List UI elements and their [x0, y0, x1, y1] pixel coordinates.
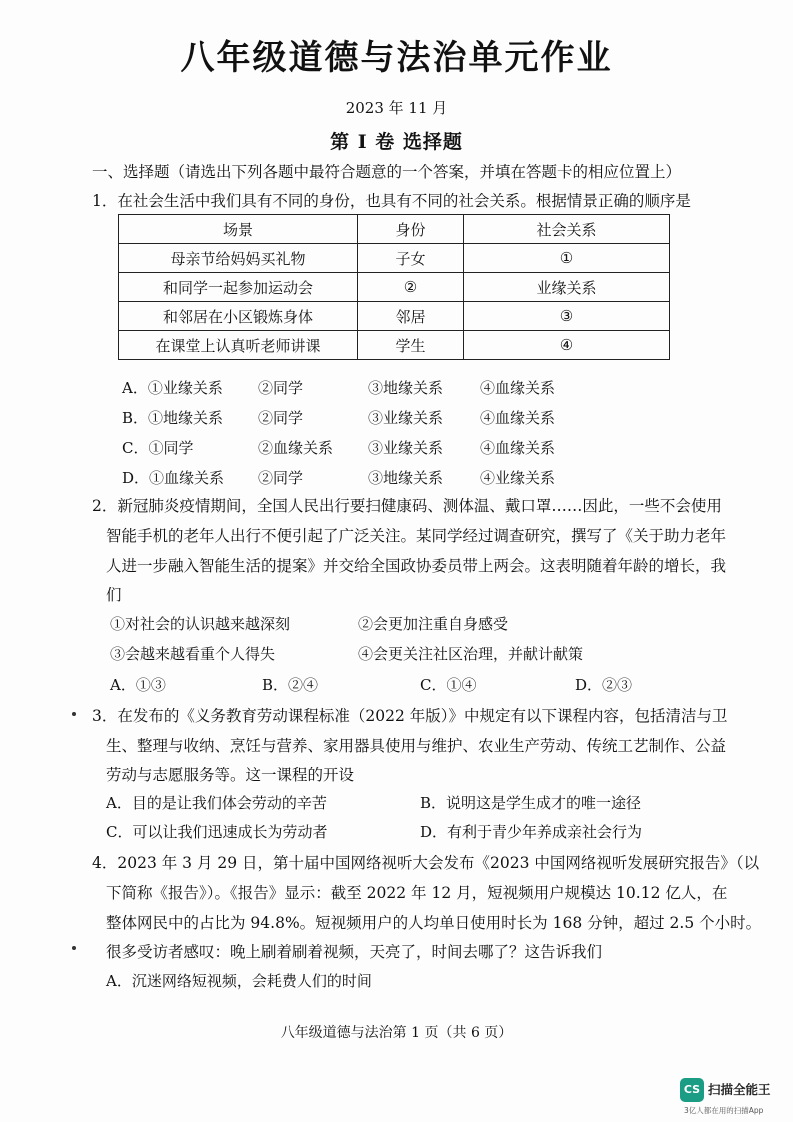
q1-option-c-part: ③业缘关系: [368, 439, 444, 457]
q4-stem-line: 很多受访者感叹：晚上刷着刷着视频，天亮了，时间去哪了？这告诉我们: [106, 943, 603, 961]
volume-heading: 第 I 卷 选择题: [330, 131, 463, 153]
table-cell: 业缘关系: [464, 273, 670, 302]
q1-option-a-part: ④血缘关系: [480, 379, 556, 397]
table-cell: 邻居: [358, 302, 464, 331]
q1-option-b-part: ③业缘关系: [368, 409, 444, 427]
q2-item: ③会越来越看重个人得失: [110, 645, 276, 663]
table-row: [119, 331, 670, 360]
q2-option-d[interactable]: D．②③: [575, 676, 633, 694]
page-footer: 八年级道德与法治第 1 页（共 6 页）: [280, 1025, 513, 1041]
table-cell: ③: [464, 302, 670, 331]
table-cell: 学生: [358, 331, 464, 360]
q2-option-a[interactable]: A．①③: [110, 676, 166, 694]
q3-stem-line: 生、整理与收纳、烹饪与营养、家用器具使用与维护、农业生产劳动、传统工艺制作、公益: [106, 737, 727, 755]
table-cell: ②: [358, 273, 464, 302]
watermark-subtitle: 3亿人都在用的扫描App: [684, 1106, 764, 1115]
q2-item: ①对社会的认识越来越深刻: [110, 615, 291, 633]
table-cell: ④: [464, 331, 670, 360]
table-cell: 和邻居在小区锻炼身体: [119, 302, 358, 331]
q3-stem-line: 3．在发布的《义务教育劳动课程标准（2022 年版）》中规定有以下课程内容，包括清洁与卫: [92, 707, 728, 725]
exam-date: 2023 年 11 月: [345, 99, 448, 117]
table-row: [119, 244, 670, 273]
table-cell: 子女: [358, 244, 464, 273]
q4-stem-line: 4．2023 年 3 月 29 日，第十届中国网络视听大会发布《2023 中国网络视听发展研究报告》（以: [92, 854, 760, 872]
q1-option-a-part: ②同学: [258, 379, 304, 397]
q2-stem-line: 2．新冠肺炎疫情期间，全国人民出行要扫健康码、测体温、戴口罩……因此，一些不会使用: [92, 497, 722, 515]
q1-option-c-part: ④血缘关系: [480, 439, 556, 457]
q1-option-b-part: ②同学: [258, 409, 304, 427]
table-cell: ①: [464, 244, 670, 273]
q2-option-b[interactable]: B．②④: [262, 676, 319, 694]
table-header: 身份: [358, 215, 464, 244]
q1-option-c-part: ②血缘关系: [258, 439, 334, 457]
q3-stem-line: 劳动与志愿服务等。这一课程的开设: [106, 766, 355, 784]
q3-option-c[interactable]: C．可以让我们迅速成长为劳动者: [106, 823, 328, 841]
q1-table: [118, 214, 670, 360]
q1-option-a-part: ③地缘关系: [368, 379, 444, 397]
cs-logo-icon: CS: [680, 1078, 704, 1102]
q2-stem-line: 们: [106, 586, 122, 604]
scanner-watermark: [680, 1076, 790, 1116]
q4-stem-line: 下简称《报告》）。《报告》显示：截至 2022 年 12 月，短视频用户规模达 10.12 亿人，在: [106, 884, 728, 902]
q2-stem-line: 智能手机的老年人出行不便引起了广泛关注。某同学经过调查研究，撰写了《关于助力老年: [106, 527, 727, 545]
watermark-name: 扫描全能王: [708, 1082, 771, 1097]
scan-speck: [72, 712, 76, 716]
q1-option-b-part: ④血缘关系: [480, 409, 556, 427]
q4-option-a[interactable]: A．沉迷网络短视频，会耗费人们的时间: [106, 972, 372, 990]
section-heading: 一、选择题（请选出下列各题中最符合题意的一个答案，并填在答题卡的相应位置上）: [92, 163, 682, 181]
table-cell: 母亲节给妈妈买礼物: [119, 244, 358, 273]
q1-option-d-part: ③地缘关系: [368, 469, 444, 487]
table-header: 社会关系: [464, 215, 670, 244]
q2-option-c[interactable]: C．①④: [420, 676, 477, 694]
table-header: 场景: [119, 215, 358, 244]
table-cell: 在课堂上认真听老师讲课: [119, 331, 358, 360]
table-row: [119, 302, 670, 331]
table-row: [119, 273, 670, 302]
q3-option-b[interactable]: B．说明这是学生成才的唯一途径: [420, 794, 642, 812]
q2-stem-line: 人进一步融入智能生活的提案》并交给全国政协委员带上两会。这表明随着年龄的增长，我: [106, 557, 727, 575]
q1-option-d-part: ④业缘关系: [480, 469, 556, 487]
q2-item: ④会更关注社区治理，并献计献策: [358, 645, 584, 663]
q1-option-b[interactable]: B．①地缘关系: [122, 409, 224, 427]
q3-option-a[interactable]: A．目的是让我们体会劳动的辛苦: [106, 794, 327, 812]
q4-stem-line: 整体网民中的占比为 94.8%。短视频用户的人均单日使用时长为 168 分钟，超过 2.5 个小时。: [106, 914, 762, 932]
q2-item: ②会更加注重自身感受: [358, 615, 509, 633]
page-title: 八年级道德与法治单元作业: [180, 38, 613, 78]
scan-speck: [72, 946, 76, 950]
q1-option-d[interactable]: D．①血缘关系: [122, 469, 225, 487]
q1-option-a[interactable]: A．①业缘关系: [122, 379, 223, 397]
q1-option-d-part: ②同学: [258, 469, 304, 487]
table-cell: 和同学一起参加运动会: [119, 273, 358, 302]
q1-option-c[interactable]: C．①同学: [122, 439, 194, 457]
q1-stem: 1．在社会生活中我们具有不同的身份，也具有不同的社会关系。根据情景正确的顺序是: [92, 192, 691, 210]
q3-option-d[interactable]: D．有利于青少年养成亲社会行为: [420, 823, 643, 841]
table-header-row: [119, 215, 670, 244]
